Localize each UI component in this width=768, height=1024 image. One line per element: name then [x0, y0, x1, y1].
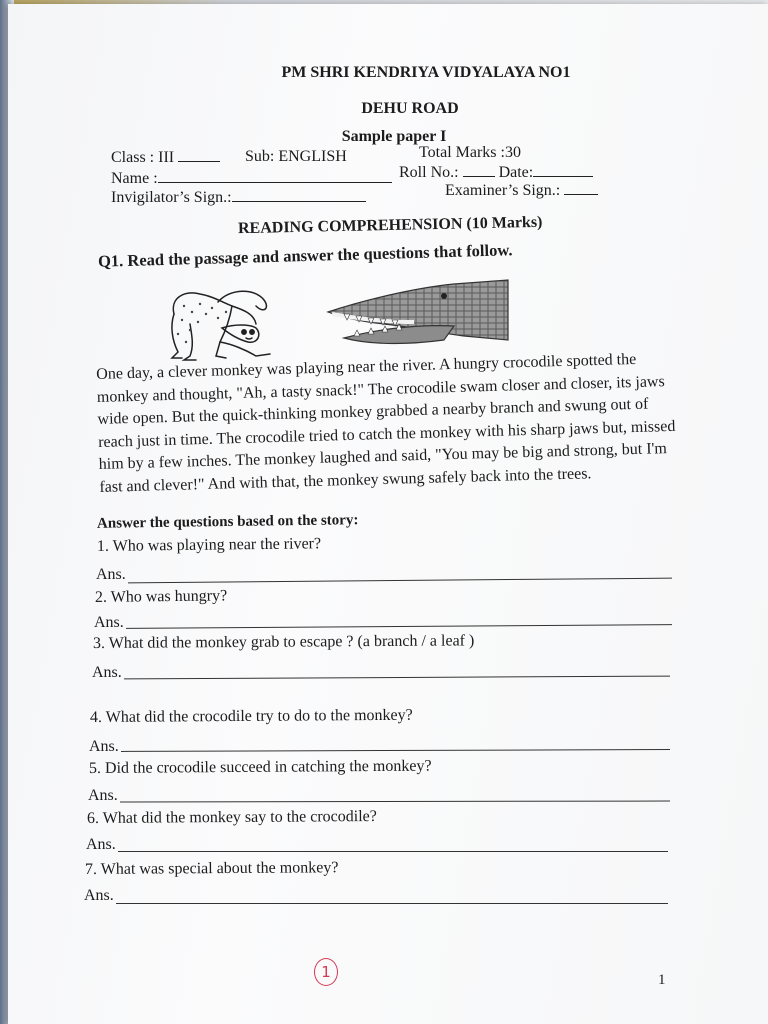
name-field[interactable]	[158, 170, 392, 183]
question-3: 3. What did the monkey grab to escape ? (a branch / a leaf )	[92, 632, 475, 652]
question-7: 7. What was special about the monkey?	[84, 859, 339, 878]
story-text: One day, a clever monkey was playing near the river. A hungry crocodile spotted the monkey and thought, "Ah, a tasty snack!" The crocodile swam closer and closer, its jaws wide open. But the quick-thinking monkey grabbed a nearby branch and swung out of reach just in time. The crocodile tried to catch the monkey with his sharp jaws but, missed him by a few inches. The monkey laughed and said, "You may be big and strong, but I'm fast and clever!" And with that, the monkey swung safely back into the trees.	[96, 350, 676, 496]
date-label: Date:	[498, 164, 534, 181]
examiner-line	[445, 182, 598, 200]
crocodile-drawing	[324, 278, 510, 354]
answer-label-1: Ans.	[96, 566, 126, 583]
school-location: DEHU ROAD	[361, 100, 459, 117]
invigilator-label: Invigilator’s Sign.:	[111, 189, 232, 206]
question-5: 5. Did the crocodile succeed in catching the monkey?	[88, 757, 432, 777]
question-6: 6. What did the monkey say to the crocodile?	[86, 807, 377, 827]
date-field[interactable]	[533, 164, 593, 177]
invigilator-line	[111, 189, 366, 207]
section-title: READING COMPREHENSION (10 Marks)	[237, 213, 543, 238]
examiner-sign-field[interactable]	[564, 182, 598, 195]
answer-instruction: Answer the questions based on the story:	[96, 512, 359, 532]
answer-label-2: Ans.	[94, 614, 124, 631]
invigilator-sign-field[interactable]	[232, 189, 366, 202]
class-value: III	[158, 149, 175, 166]
class-blank[interactable]	[178, 149, 220, 162]
question-4: 4. What did the crocodile try to do to the monkey?	[89, 706, 413, 726]
school-name: PM SHRI KENDRIYA VIDYALAYA NO1	[281, 64, 571, 81]
name-line	[111, 170, 392, 188]
answer-line-6[interactable]	[118, 851, 668, 852]
answer-line-7[interactable]	[116, 903, 668, 904]
answer-label-3: Ans.	[92, 664, 122, 681]
answer-label-7: Ans.	[84, 887, 114, 904]
page-number: 1	[658, 972, 666, 988]
question-1-instruction: Q1. Read the passage and answer the questions that follow.	[97, 240, 513, 271]
name-label: Name :	[111, 170, 158, 187]
story-passage	[96, 348, 684, 499]
roll-field[interactable]	[463, 164, 495, 177]
question-1: 1. Who was playing near the river?	[96, 535, 322, 555]
class-label: Class :	[111, 149, 155, 166]
handwritten-page-mark: 1	[314, 958, 338, 986]
question-2: 2. Who was hungry?	[94, 587, 228, 606]
subject: Sub: ENGLISH	[245, 148, 347, 165]
answer-label-5: Ans.	[88, 787, 118, 804]
answer-label-6: Ans.	[86, 836, 116, 853]
roll-label: Roll No.:	[399, 164, 459, 181]
examiner-label: Examiner’s Sign.:	[445, 182, 561, 199]
total-marks: Total Marks :30	[419, 144, 521, 161]
class-line	[111, 149, 220, 167]
roll-date-line	[399, 164, 593, 182]
answer-label-4: Ans.	[89, 738, 119, 755]
paper-title: Sample paper I	[341, 128, 447, 145]
monkey-drawing	[160, 284, 276, 364]
